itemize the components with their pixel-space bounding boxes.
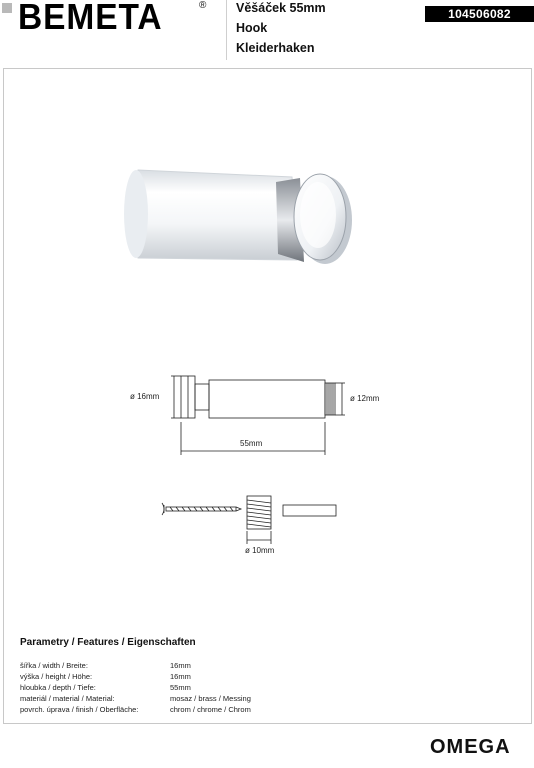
feature-label: šířka / width / Breite: [20,661,88,670]
feature-value: 16mm [170,661,191,670]
mounting-parts-drawing [162,496,336,544]
feature-value: mosaz / brass / Messing [170,694,251,703]
product-code: 104506082 [425,6,534,22]
feature-label: povrch. úprava / finish / Oberfläche: [20,705,139,714]
title-czech: Věšáček 55mm [236,1,326,15]
feature-label: hloubka / depth / Tiefe: [20,683,96,692]
dim-diameter-16: ø 16mm [130,392,160,401]
features-heading: Parametry / Features / Eigenschaften [20,637,196,648]
brand-logo: BEMETA [18,0,163,37]
hook-photo [124,170,352,264]
dim-length: 55mm [240,439,263,448]
feature-value: chrom / chrome / Chrom [170,705,251,714]
feature-label: materiál / material / Material: [20,694,115,703]
feature-value: 55mm [170,683,191,692]
title-german: Kleiderhaken [236,41,315,55]
feature-value: 16mm [170,672,191,681]
title-english: Hook [236,21,268,35]
dim-diameter-10: ø 10mm [245,546,275,555]
dim-diameter-12: ø 12mm [350,394,380,403]
registered-mark: ® [199,0,207,11]
feature-label: výška / height / Höhe: [20,672,93,681]
series-name: OMEGA [430,736,511,758]
